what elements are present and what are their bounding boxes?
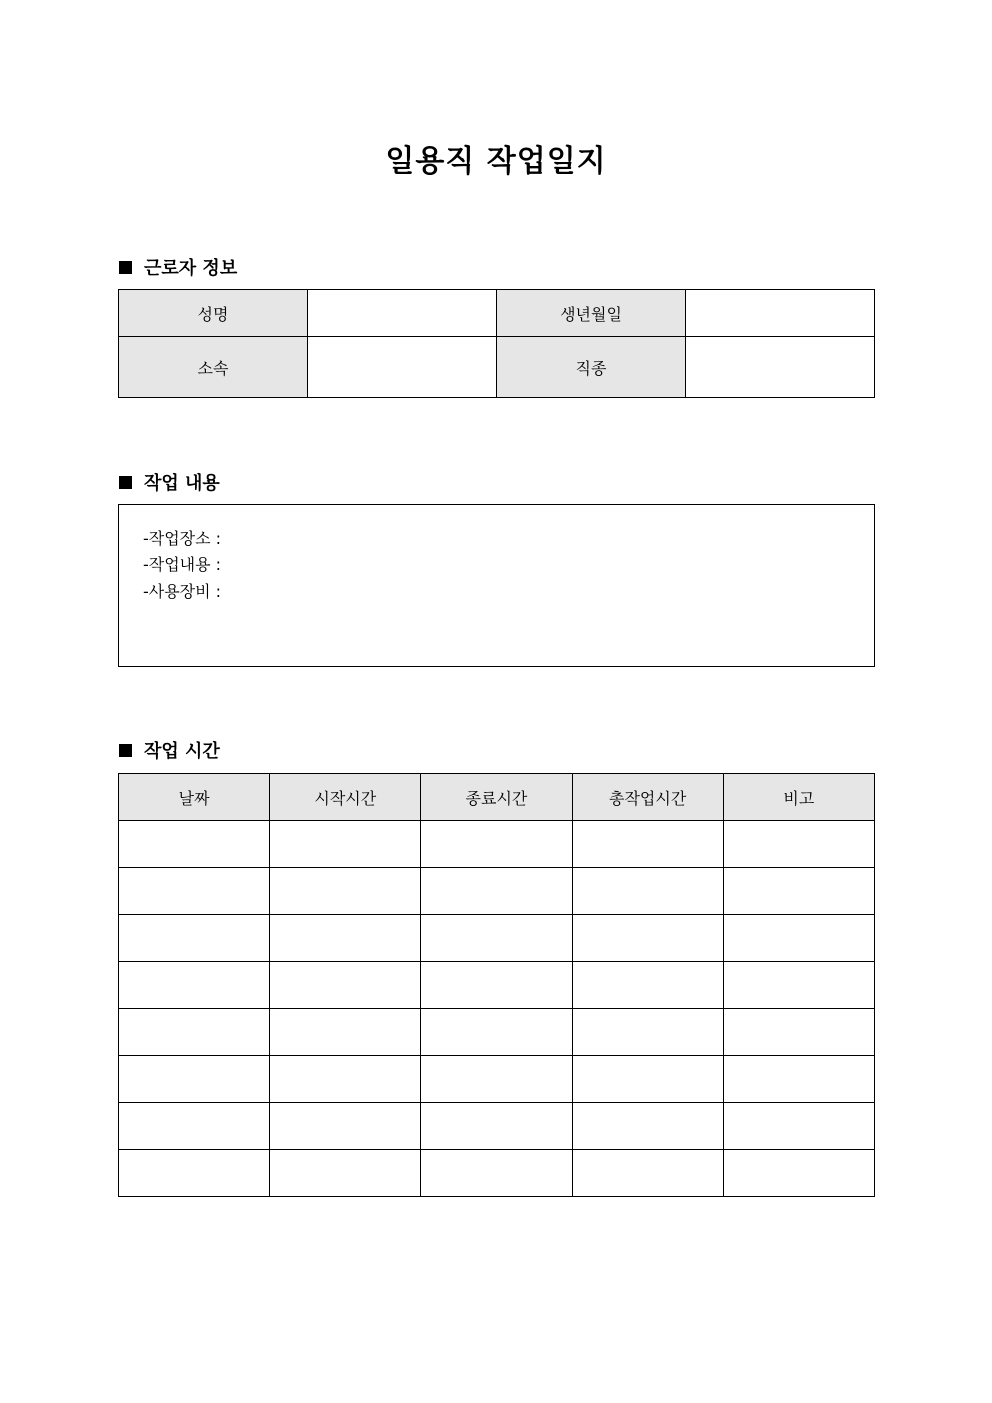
birth-date-label: 생년월일 <box>497 290 686 337</box>
remarks-cell[interactable] <box>723 962 874 1009</box>
section-heading-label: 근로자 정보 <box>144 258 238 279</box>
square-bullet-icon <box>119 744 132 757</box>
equipment-line: -사용장비 : <box>143 582 222 601</box>
work-time-table <box>118 773 875 1197</box>
end-time-cell[interactable] <box>421 868 572 915</box>
total-hours-cell[interactable] <box>572 1009 723 1056</box>
table-row <box>119 337 875 398</box>
table-row <box>119 290 875 337</box>
worker-info-table <box>118 289 875 398</box>
table-header-row <box>119 774 875 821</box>
square-bullet-icon <box>119 476 132 489</box>
table-row <box>119 1009 875 1056</box>
remarks-cell[interactable] <box>723 1056 874 1103</box>
total-hours-cell[interactable] <box>572 1150 723 1197</box>
column-header-start-time: 시작시간 <box>270 774 421 821</box>
start-time-cell[interactable] <box>270 868 421 915</box>
remarks-cell[interactable] <box>723 915 874 962</box>
section-heading-label: 작업 내용 <box>144 473 220 494</box>
date-cell[interactable] <box>119 1009 270 1056</box>
square-bullet-icon <box>119 261 132 274</box>
affiliation-label: 소속 <box>119 337 308 398</box>
section-heading-work-content <box>119 469 220 495</box>
date-cell[interactable] <box>119 821 270 868</box>
table-row <box>119 1103 875 1150</box>
start-time-cell[interactable] <box>270 962 421 1009</box>
total-hours-cell[interactable] <box>572 1056 723 1103</box>
section-heading-label: 작업 시간 <box>144 741 220 762</box>
end-time-cell[interactable] <box>421 821 572 868</box>
start-time-cell[interactable] <box>270 1056 421 1103</box>
end-time-cell[interactable] <box>421 915 572 962</box>
table-row <box>119 1150 875 1197</box>
table-row <box>119 868 875 915</box>
total-hours-cell[interactable] <box>572 821 723 868</box>
column-header-end-time: 종료시간 <box>421 774 572 821</box>
table-row <box>119 915 875 962</box>
date-cell[interactable] <box>119 1103 270 1150</box>
end-time-cell[interactable] <box>421 1056 572 1103</box>
page-title: 일용직 작업일지 <box>385 144 607 179</box>
total-hours-cell[interactable] <box>572 1103 723 1150</box>
column-header-date: 날짜 <box>119 774 270 821</box>
column-header-remarks: 비고 <box>723 774 874 821</box>
remarks-cell[interactable] <box>723 821 874 868</box>
date-cell[interactable] <box>119 915 270 962</box>
total-hours-cell[interactable] <box>572 962 723 1009</box>
end-time-cell[interactable] <box>421 1150 572 1197</box>
date-cell[interactable] <box>119 868 270 915</box>
work-description-line: -작업내용 : <box>143 555 222 574</box>
remarks-cell[interactable] <box>723 868 874 915</box>
date-cell[interactable] <box>119 1150 270 1197</box>
total-hours-cell[interactable] <box>572 868 723 915</box>
date-cell[interactable] <box>119 962 270 1009</box>
remarks-cell[interactable] <box>723 1103 874 1150</box>
remarks-cell[interactable] <box>723 1150 874 1197</box>
end-time-cell[interactable] <box>421 1103 572 1150</box>
end-time-cell[interactable] <box>421 1009 572 1056</box>
start-time-cell[interactable] <box>270 1009 421 1056</box>
affiliation-field[interactable] <box>308 337 497 398</box>
work-location-line: -작업장소 : <box>143 529 222 548</box>
work-content-box[interactable] <box>118 504 875 667</box>
start-time-cell[interactable] <box>270 1150 421 1197</box>
date-cell[interactable] <box>119 1056 270 1103</box>
remarks-cell[interactable] <box>723 1009 874 1056</box>
name-field[interactable] <box>308 290 497 337</box>
section-heading-work-time <box>119 737 220 763</box>
birth-date-field[interactable] <box>686 290 875 337</box>
table-row <box>119 821 875 868</box>
name-label: 성명 <box>119 290 308 337</box>
start-time-cell[interactable] <box>270 821 421 868</box>
column-header-total-hours: 총작업시간 <box>572 774 723 821</box>
job-type-label: 직종 <box>497 337 686 398</box>
start-time-cell[interactable] <box>270 1103 421 1150</box>
total-hours-cell[interactable] <box>572 915 723 962</box>
table-row <box>119 962 875 1009</box>
start-time-cell[interactable] <box>270 915 421 962</box>
job-type-field[interactable] <box>686 337 875 398</box>
table-row <box>119 1056 875 1103</box>
end-time-cell[interactable] <box>421 962 572 1009</box>
section-heading-worker-info <box>119 254 237 280</box>
